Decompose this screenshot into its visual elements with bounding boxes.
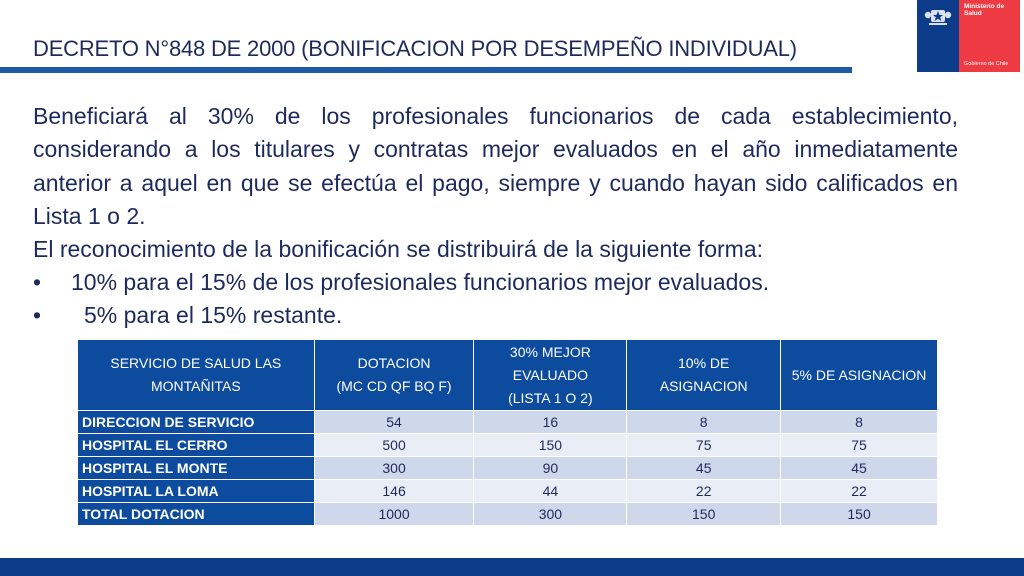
cell-mejor: 90 [474,457,627,480]
slide-title: DECRETO N°848 DE 2000 (BONIFICACION POR DESEMPEÑO INDIVIDUAL) [33,36,797,61]
logo-text-salud: Salud [964,10,982,17]
cell-dotacion: 500 [314,434,474,457]
body-text [33,100,958,266]
row-name: DIRECCION DE SERVICIO [78,411,315,434]
cell-dotacion: 54 [314,411,474,434]
cell-mejor: 150 [474,434,627,457]
footer-bar [0,558,1024,576]
cell-dotacion: 1000 [314,503,474,526]
cell-cinco: 150 [781,503,938,526]
row-name: HOSPITAL EL CERRO [78,434,315,457]
logo-text-gobierno: Gobierno de Chile [964,61,1009,67]
cell-diez: 45 [627,457,781,480]
cell-dotacion: 300 [314,457,474,480]
table-row [78,480,938,503]
coat-of-arms-icon [923,4,953,26]
bullet-dot: • [33,302,42,328]
paragraph-1: Beneficiará al 30% de los profesionales funcionarios de cada establecimiento, considerando a los titulares y contratas mejor evaluados en el año inmediatamente anterior a aquel en que se efectúa el pago, siempre y cuando hayan sido calificados en Lista 1 o 2. [33,103,958,229]
header-mejor-evaluado: 30% MEJOR EVALUADO (LISTA 1 O 2) [474,340,627,411]
table-row [78,411,938,434]
cell-cinco: 45 [781,457,938,480]
table-row-total [78,503,938,526]
row-name: HOSPITAL LA LOMA [78,480,315,503]
table-header-row [78,340,938,411]
header-dotacion: DOTACION (MC CD QF BQ F) [314,340,474,411]
cell-diez: 8 [627,411,781,434]
cell-dotacion: 146 [314,480,474,503]
header-cinco-asignacion: 5% DE ASIGNACION [781,340,938,411]
title-underline [0,67,852,73]
header-diez-asignacion: 10% DE ASIGNACION [627,340,781,411]
cell-cinco: 8 [781,411,938,434]
row-name: HOSPITAL EL MONTE [78,457,315,480]
ministry-logo [917,0,1020,72]
bullet-item [33,266,958,299]
table-row [78,434,938,457]
bullet-list [33,266,958,332]
bullet-dot: • [33,269,42,295]
cell-mejor: 16 [474,411,627,434]
bullet-text: 5% para el 15% restante. [84,302,343,328]
row-name: TOTAL DOTACION [78,503,315,526]
table-row [78,457,938,480]
header-servicio: SERVICIO DE SALUD LAS MONTAÑITAS [78,340,315,411]
cell-cinco: 75 [781,434,938,457]
cell-mejor: 300 [474,503,627,526]
bullet-item [33,299,958,332]
bonification-table [77,339,938,526]
cell-diez: 75 [627,434,781,457]
cell-cinco: 22 [781,480,938,503]
cell-mejor: 44 [474,480,627,503]
bullet-text: 10% para el 15% de los profesionales funcionarios mejor evaluados. [71,269,770,295]
cell-diez: 22 [627,480,781,503]
cell-diez: 150 [627,503,781,526]
logo-text-ministerio: Ministerio de [964,3,1005,10]
paragraph-2: El reconocimiento de la bonificación se distribuirá de la siguiente forma: [33,236,764,263]
